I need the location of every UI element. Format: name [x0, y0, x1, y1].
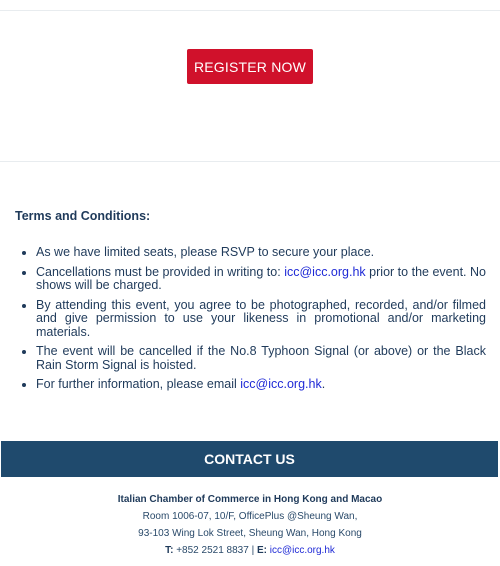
address-line-2: 93-103 Wing Lok Street, Sheung Wan, Hong Kong — [138, 528, 362, 539]
terms-item-text: For further information, please email — [36, 377, 241, 391]
section-divider — [0, 161, 500, 162]
terms-heading: Terms and Conditions: — [15, 209, 151, 223]
contact-us-title: CONTACT US — [204, 451, 295, 467]
terms-item-rsvp — [36, 246, 486, 260]
terms-item-text: As we have limited seats, please RSVP to secure your place. — [36, 245, 375, 259]
organization-name: Italian Chamber of Commerce in Hong Kong and Macao — [117, 494, 383, 505]
terms-item-photography — [36, 299, 486, 340]
cancellation-email-link[interactable]: icc@icc.org.hk — [284, 264, 366, 279]
footer-email-link[interactable]: icc@icc.org.hk — [269, 545, 335, 556]
email-label: E: — [256, 545, 267, 556]
terms-list — [15, 246, 486, 398]
terms-item-text: . — [321, 377, 326, 391]
contact-separator: | — [251, 545, 255, 556]
terms-item-text: The event will be cancelled if the No.8 Typhoon Signal (or above) or the Black Rain Storm Signal is hoisted. — [36, 344, 486, 372]
tel-label: T: — [165, 545, 174, 556]
contact-line — [0, 542, 500, 559]
info-email-link[interactable]: icc@icc.org.hk — [240, 377, 322, 391]
contact-us-bar — [1, 441, 498, 477]
register-now-button[interactable]: REGISTER NOW — [187, 49, 313, 84]
terms-item-text: By attending this event, you agree to be photographed, recorded, and/or filmed and give permission to use your likeness in promotional and/or marketing materials. — [36, 297, 486, 339]
tel-number: +852 2521 8837 — [176, 545, 249, 556]
terms-item-text: prior to the event. No shows will be charged. — [36, 264, 487, 292]
terms-item-text: Cancellations must be provided in writing to: — [36, 264, 285, 279]
terms-item-info — [36, 378, 486, 392]
top-divider — [0, 10, 500, 11]
terms-item-typhoon — [36, 345, 486, 372]
contact-footer — [0, 491, 500, 559]
terms-item-cancellations — [36, 266, 486, 293]
address-line-1: Room 1006-07, 10/F, OfficePlus @Sheung Wan, — [142, 511, 358, 522]
